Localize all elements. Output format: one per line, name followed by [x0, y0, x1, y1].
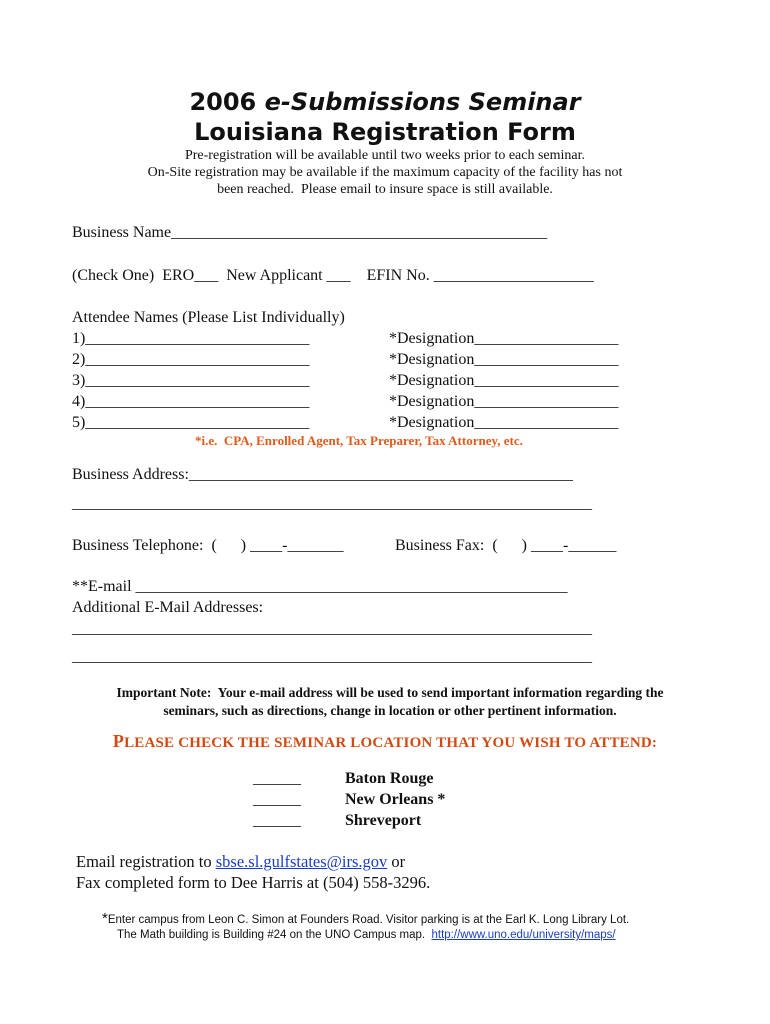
- attendee-heading: Attendee Names (Please List Individually): [72, 309, 345, 326]
- email-registration-line: [76, 852, 405, 872]
- fax-instructions: Fax completed form to Dee Harris at (504) 558-3296.: [76, 873, 431, 892]
- title-line-2: Louisiana Registration Form: [194, 118, 576, 146]
- attendee-name-field[interactable]: 2)____________________________: [72, 351, 310, 368]
- additional-email-line-1[interactable]: _________________________________________________________________: [72, 620, 592, 637]
- title-seminar-name: e-Submissions Seminar: [264, 88, 581, 116]
- email-registration-suffix: or: [387, 852, 406, 871]
- footnote-line-2: [117, 929, 616, 941]
- registration-email-link[interactable]: sbse.sl.gulfstates@irs.gov: [215, 852, 388, 871]
- email-field[interactable]: **E-mail ______________________________________________________: [72, 578, 568, 595]
- location-name-new-orleans: New Orleans *: [345, 791, 446, 808]
- attendee-name-field[interactable]: 4)____________________________: [72, 393, 310, 410]
- location-heading-rest: LEASE CHECK THE SEMINAR LOCATION THAT YOU WISH TO ATTEND:: [124, 735, 658, 751]
- designation-field[interactable]: *Designation__________________: [389, 393, 619, 410]
- footnote-directions: Enter campus from Leon C. Simon at Founders Road. Visitor parking is at the Earl K. Long Library Lot.: [107, 914, 630, 926]
- designation-field[interactable]: *Designation__________________: [389, 414, 619, 431]
- location-heading: [0, 731, 770, 752]
- location-checkbox-baton-rouge[interactable]: ______: [253, 770, 301, 787]
- business-telephone-field[interactable]: Business Telephone: ( ) ____-_______: [72, 537, 344, 554]
- location-name-baton-rouge: Baton Rouge: [345, 770, 434, 787]
- designation-note: *i.e. CPA, Enrolled Agent, Tax Preparer, Tax Attorney, etc.: [195, 433, 523, 448]
- attendee-name-field[interactable]: 1)____________________________: [72, 330, 310, 347]
- check-one-field[interactable]: (Check One) ERO___ New Applicant ___ EFIN No. ____________________: [72, 267, 594, 284]
- intro-line-3: been reached. Please email to insure space is still available.: [217, 182, 553, 197]
- email-registration-prefix: Email registration to: [76, 852, 216, 871]
- additional-email-line-2[interactable]: _________________________________________________________________: [72, 648, 592, 665]
- designation-field[interactable]: *Designation__________________: [389, 330, 619, 347]
- designation-field[interactable]: *Designation__________________: [389, 372, 619, 389]
- footnote-asterisk: *: [102, 910, 108, 927]
- intro-line-1: Pre-registration will be available until two weeks prior to each seminar.: [184, 148, 586, 163]
- location-name-shreveport: Shreveport: [345, 812, 422, 829]
- title-year: 2006: [189, 88, 265, 116]
- location-checkbox-shreveport[interactable]: ______: [253, 812, 301, 829]
- designation-field[interactable]: *Designation__________________: [389, 351, 619, 368]
- footnote-map-text: The Math building is Building #24 on the UNO Campus map.: [117, 929, 432, 941]
- important-note-line-2: seminars, such as directions, change in location or other pertinent information.: [163, 703, 617, 718]
- attendee-name-field[interactable]: 5)____________________________: [72, 414, 310, 431]
- additional-email-label: Additional E-Mail Addresses:: [72, 599, 264, 616]
- business-address-line-2[interactable]: _________________________________________________________________: [72, 495, 592, 512]
- location-checkbox-new-orleans[interactable]: ______: [253, 791, 301, 808]
- title-line-1: [0, 88, 770, 116]
- business-name-field[interactable]: Business Name_______________________________________________: [72, 224, 548, 241]
- campus-map-link[interactable]: http://www.uno.edu/university/maps/: [431, 929, 616, 941]
- business-address-field[interactable]: Business Address:________________________________________________: [72, 466, 573, 483]
- location-heading-initial: P: [112, 731, 125, 751]
- intro-line-2: On-Site registration may be available if the maximum capacity of the facility has not: [147, 165, 623, 180]
- business-fax-field[interactable]: Business Fax: ( ) ____-______: [395, 537, 617, 554]
- attendee-name-field[interactable]: 3)____________________________: [72, 372, 310, 389]
- important-note-line-1: Important Note: Your e-mail address will be used to send important information regarding the: [116, 685, 664, 700]
- footnote-line-1: [102, 910, 629, 927]
